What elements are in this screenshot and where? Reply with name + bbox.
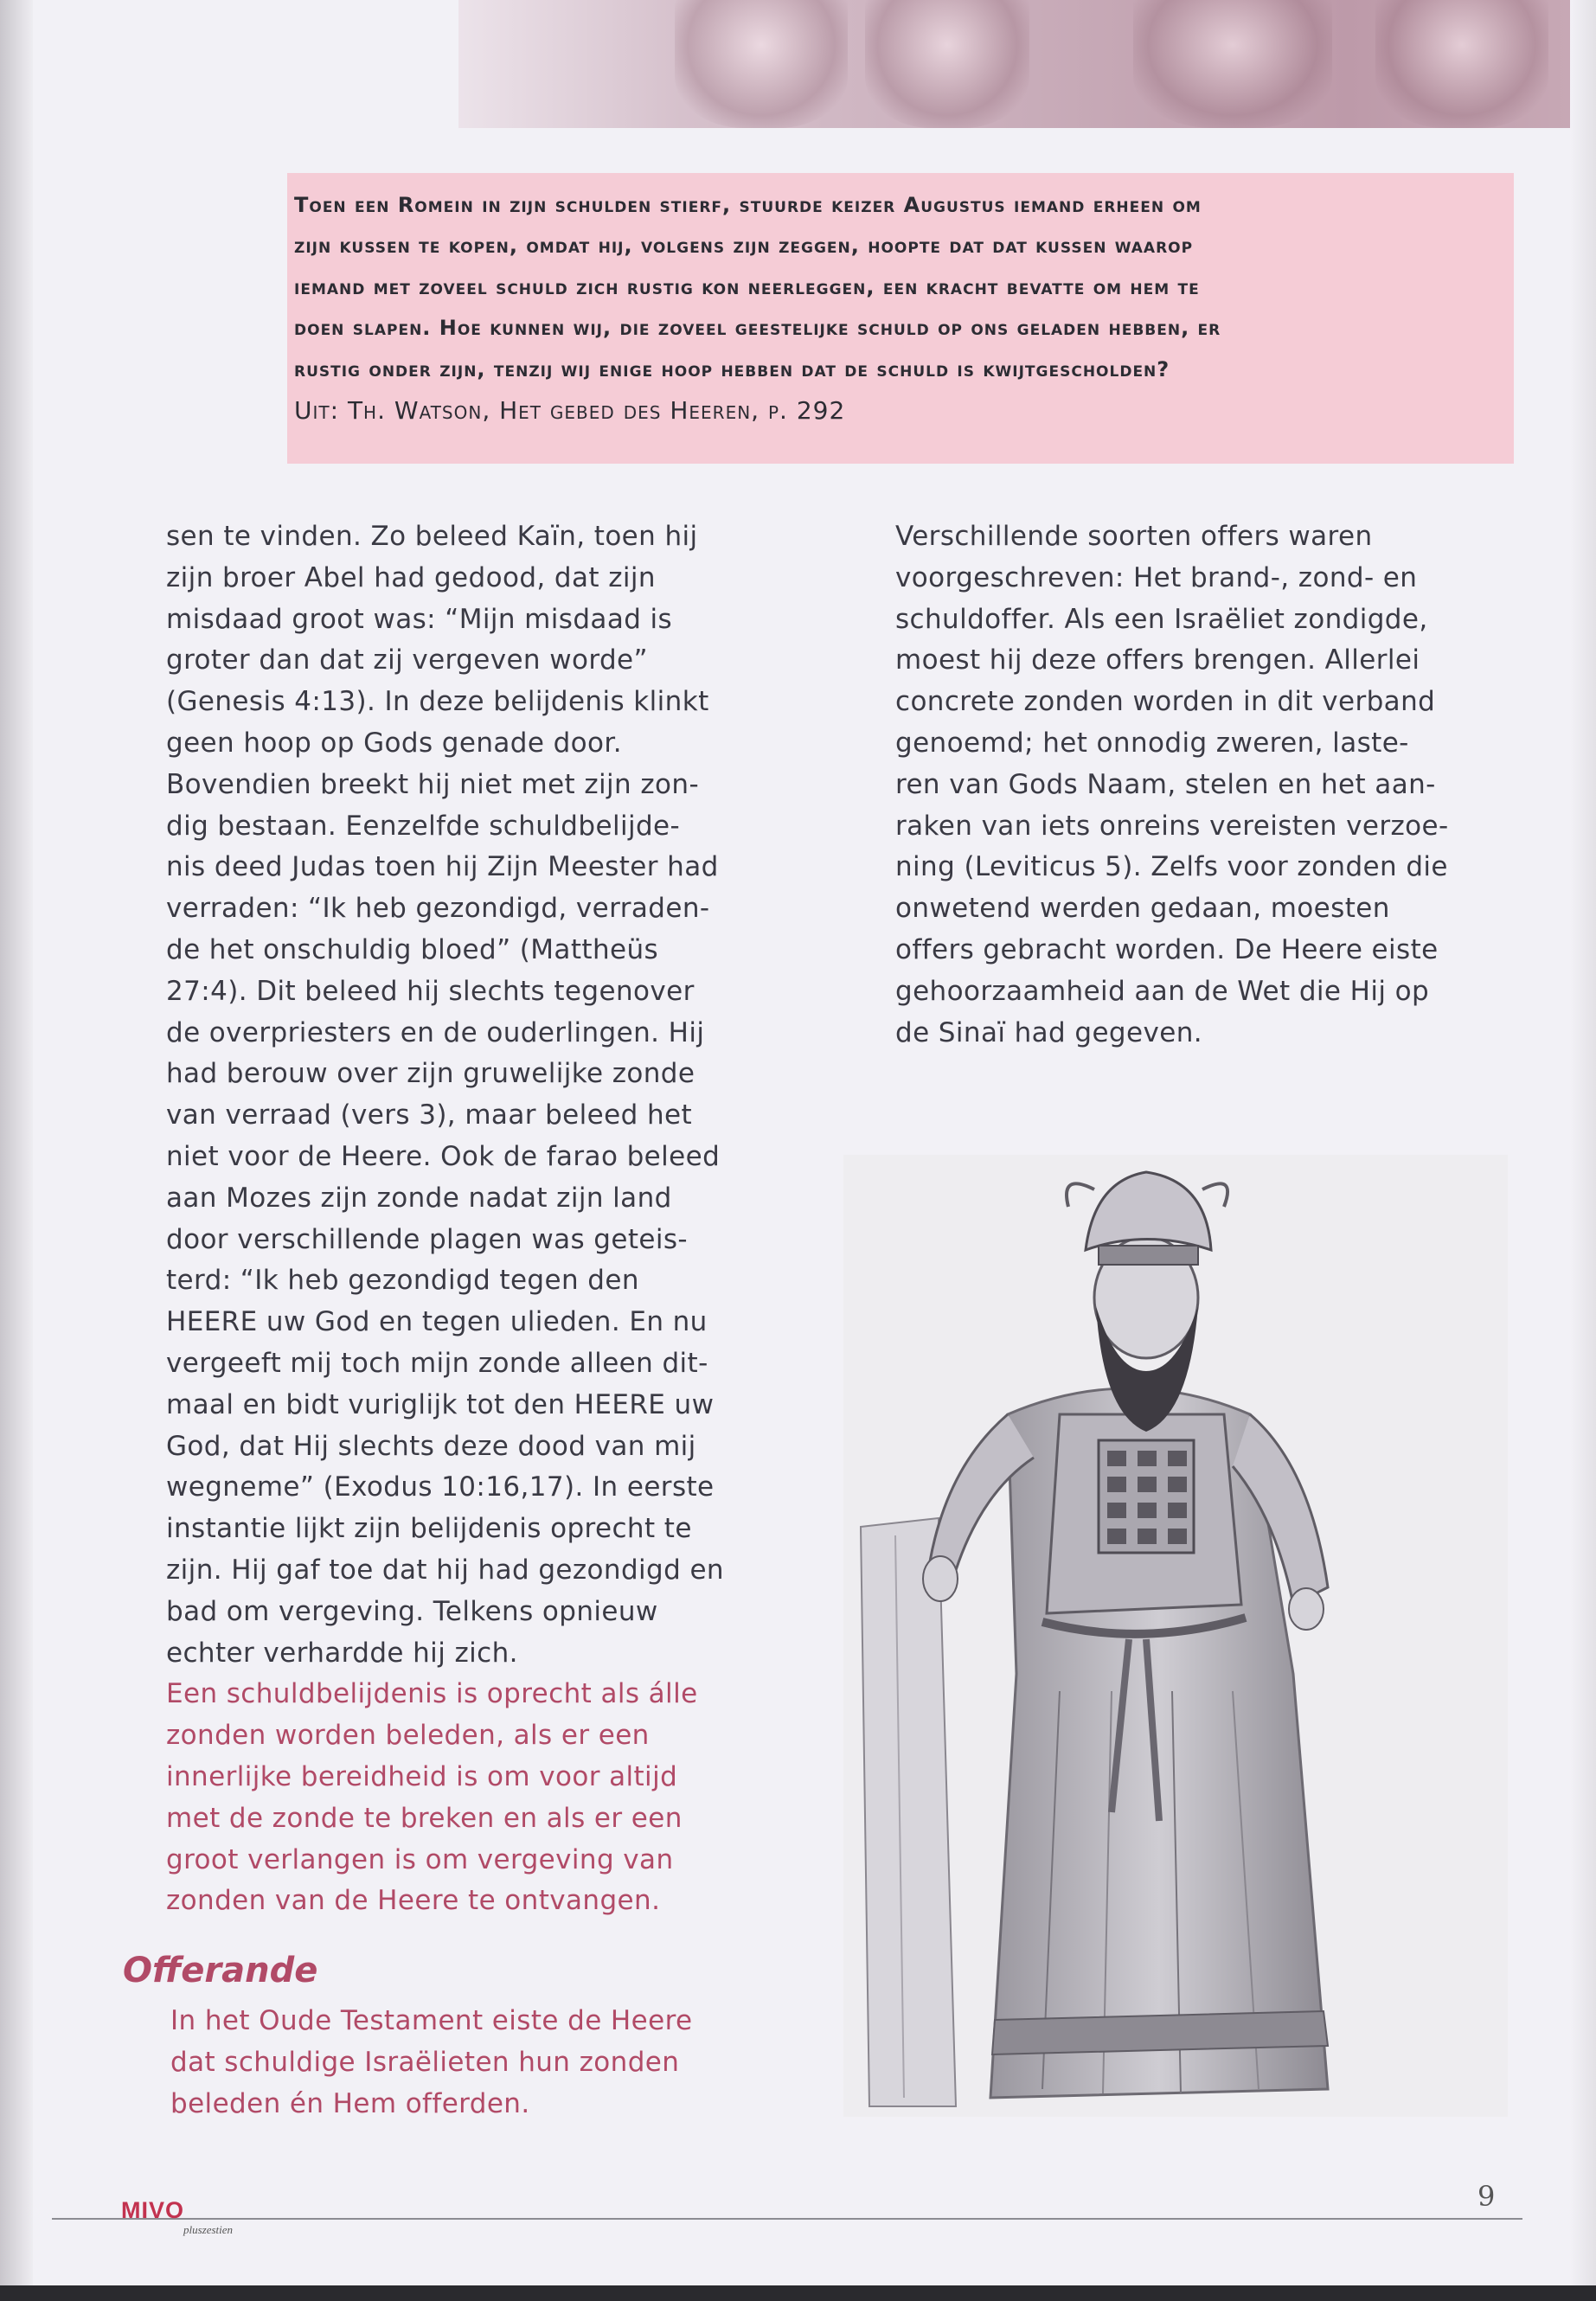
text-line: Bovendien breekt hij niet met zijn zon-: [166, 768, 700, 800]
page-number: 9: [1477, 2180, 1496, 2213]
text-line: nis deed Judas toen hij Zijn Meester had: [166, 851, 719, 883]
text-line: HEERE uw God en tegen ulieden. En nu: [166, 1306, 708, 1338]
page-edge-shadow: [1570, 0, 1596, 2301]
quote-line: zijn kussen te kopen, omdat hij, volgens zijn zeggen, hoopte dat dat kussen waarop: [294, 234, 1194, 259]
text-line: dig bestaan. Eenzelfde schuldbelijde-: [166, 810, 681, 842]
text-line: wegneme” (Exodus 10:16,17). In eerste: [166, 1471, 715, 1503]
quote-source: Uit: Th. Watson, Het gebed des Heeren, p. 292: [294, 396, 846, 426]
header-photo-face: [1375, 0, 1548, 128]
bottom-edge-bar: [0, 2285, 1596, 2301]
header-photo-face: [865, 0, 1029, 128]
text-line: instantie lijkt zijn belijdenis oprecht te: [166, 1513, 692, 1545]
text-line: verraden: “Ik heb gezondigd, verraden-: [166, 893, 710, 925]
logo-wordmark: MIVO: [121, 2197, 185, 2223]
text-line: aan Mozes zijn zonde nadat zijn land: [166, 1182, 672, 1214]
text-line: ning (Leviticus 5). Zelfs voor zonden die: [895, 851, 1448, 883]
section-heading: Offerande: [123, 1951, 318, 1990]
text-line: niet voor de Heere. Ook de farao beleed: [166, 1140, 721, 1172]
section-line: beleden én Hem offerden.: [170, 2087, 530, 2119]
text-line: had berouw over zijn gruwelijke zonde: [166, 1058, 695, 1090]
logo-subtitle: pluszestien: [183, 2223, 234, 2236]
text-line: raken van iets onreins vereisten verzoe-: [895, 810, 1449, 842]
highlight-line: Een schuldbelijdenis is oprecht als álle: [166, 1678, 698, 1710]
text-line: (Genesis 4:13). In deze belijdenis klinkt: [166, 686, 709, 718]
quote-line: rustig onder zijn, tenzij wij enige hoop hebben dat de schuld is kwijtgescholden?: [294, 356, 1170, 381]
left-column: [166, 516, 724, 1922]
section-line: In het Oude Testament eiste de Heere: [170, 2005, 693, 2036]
text-line: zijn broer Abel had gedood, dat zijn: [166, 561, 656, 593]
quote-line: Toen een Romein in zijn schulden stierf, stuurde keizer Augustus iemand erheen om: [294, 193, 1202, 217]
highlight-line: met de zonde te breken en als er een: [166, 1802, 683, 1834]
section-intro: [170, 2001, 693, 2125]
mivo-logo: [121, 2197, 234, 2236]
text-line: bad om vergeving. Telkens opnieuw: [166, 1595, 658, 1627]
text-line: God, dat Hij slechts deze dood van mij: [166, 1430, 696, 1462]
text-line: de het onschuldig bloed” (Mattheüs: [166, 933, 659, 965]
header-photo-face: [675, 0, 848, 128]
text-line: van verraad (vers 3), maar beleed het: [166, 1099, 693, 1131]
text-line: maal en bidt vuriglijk tot den HEERE uw: [166, 1388, 715, 1420]
high-priest-sketch: [843, 1155, 1508, 2117]
text-line: gehoorzaamheid aan de Wet die Hij op: [895, 975, 1430, 1007]
quote-box: [287, 173, 1514, 464]
text-line: misdaad groot was: “Mijn misdaad is: [166, 603, 673, 635]
text-line: sen te vinden. Zo beleed Kaïn, toen hij: [166, 521, 698, 552]
text-line: moest hij deze offers brengen. Allerlei: [895, 644, 1420, 676]
highlight-line: groot verlangen is om vergeving van: [166, 1843, 674, 1875]
text-line: groter dan dat zij vergeven worde”: [166, 644, 648, 676]
text-line: zijn. Hij gaf toe dat hij had gezondigd en: [166, 1554, 724, 1586]
text-line: door verschillende plagen was geteis-: [166, 1223, 688, 1255]
text-line: voorgeschreven: Het brand-, zond- en: [895, 561, 1418, 593]
right-column: [895, 516, 1449, 1054]
highlight-line: zonden worden beleden, als er een: [166, 1720, 650, 1752]
text-line: vergeeft mij toch mijn zonde alleen dit-: [166, 1347, 708, 1379]
high-priest-illustration: [843, 1155, 1508, 2117]
quote-line: iemand met zoveel schuld zich rustig kon neerleggen, een kracht bevatte om hem te: [294, 274, 1200, 299]
text-line: Verschillende soorten offers waren: [895, 521, 1373, 552]
text-line: 27:4). Dit beleed hij slechts tegenover: [166, 975, 695, 1007]
text-line: de overpriesters en de ouderlingen. Hij: [166, 1016, 705, 1048]
text-line: terd: “Ik heb gezondigd tegen den: [166, 1265, 639, 1297]
text-line: de Sinaï had gegeven.: [895, 1016, 1203, 1048]
text-line: genoemd; het onnodig zweren, laste-: [895, 727, 1409, 759]
quote-line: doen slapen. Hoe kunnen wij, die zoveel geestelijke schuld op ons geladen hebben, er: [294, 316, 1221, 341]
text-line: geen hoop op Gods genade door.: [166, 727, 622, 759]
highlight-line: innerlijke bereidheid is om voor altijd: [166, 1760, 678, 1792]
section-line: dat schuldige Israëlieten hun zonden: [170, 2046, 680, 2078]
text-line: echter verhardde hij zich.: [166, 1637, 518, 1669]
text-line: onwetend werden gedaan, moesten: [895, 893, 1390, 925]
text-line: schuldoffer. Als een Israëliet zondigde,: [895, 603, 1428, 635]
text-line: ren van Gods Naam, stelen en het aan-: [895, 768, 1436, 800]
text-line: offers gebracht worden. De Heere eiste: [895, 933, 1439, 965]
highlight-line: zonden van de Heere te ontvangen.: [166, 1885, 661, 1917]
header-photo-strip: [458, 0, 1570, 128]
header-photo-face: [1133, 0, 1332, 128]
page-binding-shadow: [0, 0, 33, 2301]
footer-rule: [52, 2218, 1522, 2220]
text-line: concrete zonden worden in dit verband: [895, 686, 1436, 718]
